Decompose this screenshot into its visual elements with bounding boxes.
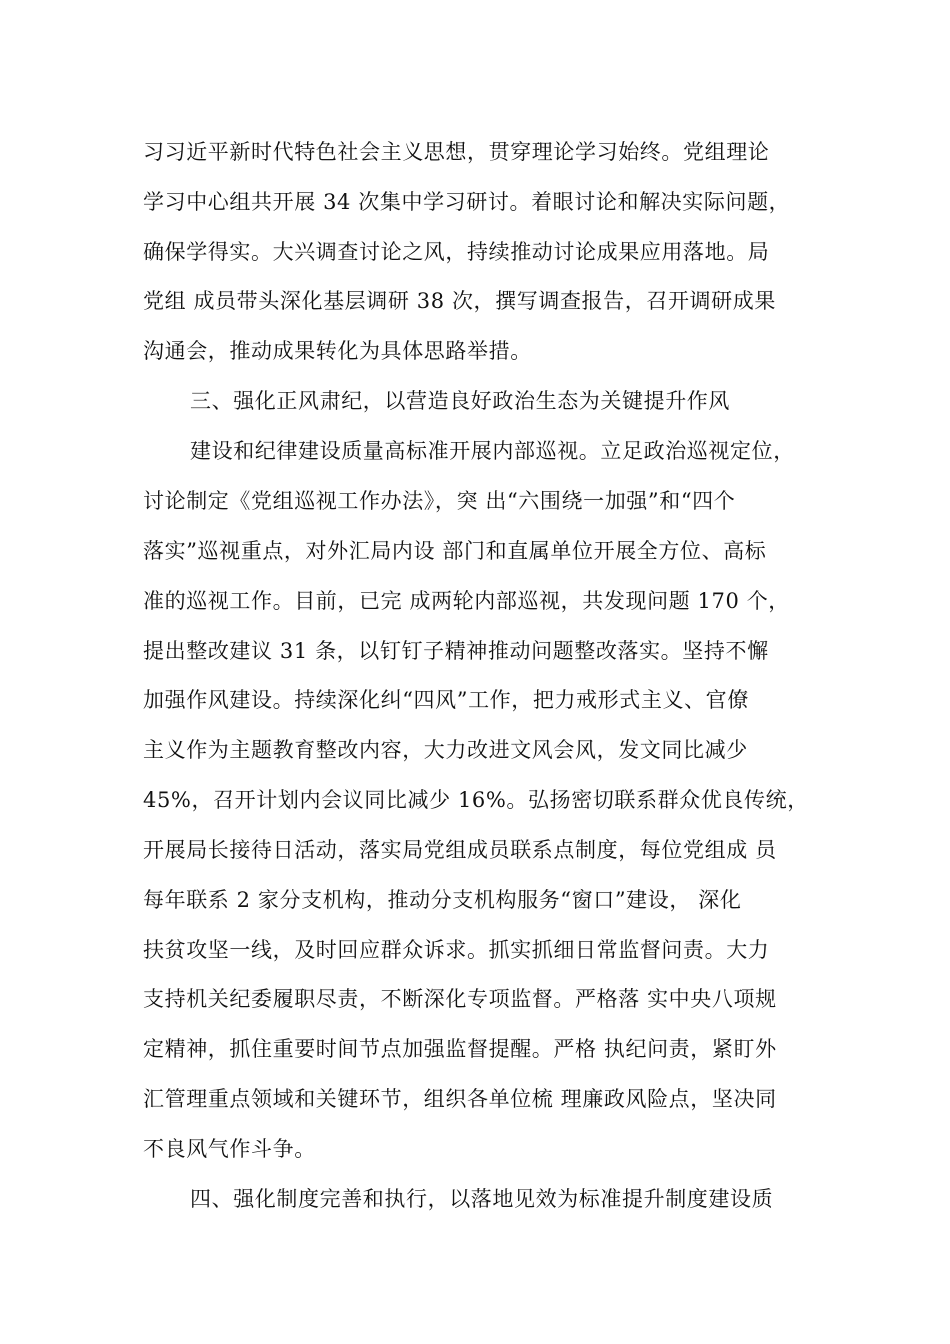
text-line-21: 不良风气作斗争。 (143, 1137, 316, 1161)
text-line-13: 主义作为主题教育整改内容，大力改进文风会风，发文同比减少 (143, 738, 748, 762)
text-line-9: 落实”巡视重点，对外汇局内设 部门和直属单位开展全方位、高标 (143, 539, 767, 563)
text-line-18: 支持机关纪委履职尽责，不断深化专项监督。严格落 实中央八项规 (143, 987, 777, 1011)
text-line-8: 讨论制定《党组巡视工作办法》，突 出“六围绕一加强”和“四个 (143, 489, 736, 513)
text-line-16: 每年联系 2 家分支机构，推动分支机构服务“窗口”建设， 深化 (143, 888, 742, 912)
text-line-20: 汇管理重点领域和关键环节，组织各单位梳 理廉政风险点，坚决同 (143, 1087, 777, 1111)
section-heading-3: 三、强化正风肃纪，以营造良好政治生态为关键提升作风 (190, 389, 730, 413)
text-line-10: 准的巡视工作。目前，已完 成两轮内部巡视，共发现问题 170 个， (143, 589, 790, 613)
text-line-7: 建设和纪律建设质量高标准开展内部巡视。立足政治巡视定位， (190, 439, 795, 463)
text-line-11: 提出整改建议 31 条，以钉钉子精神推动问题整改落实。坚持不懈 (143, 639, 769, 663)
text-line-5: 沟通会，推动成果转化为具体思路举措。 (143, 339, 532, 363)
text-line-3: 确保学得实。大兴调查讨论之风，持续推动讨论成果应用落地。局 (143, 240, 770, 264)
text-line-2: 学习中心组共开展 34 次集中学习研讨。着眼讨论和解决实际问题， (143, 190, 791, 214)
text-line-19: 定精神，抓住重要时间节点加强监督提醒。严格 执纪问责，紧盯外 (143, 1037, 777, 1061)
text-line-4: 党组 成员带头深化基层调研 38 次，撰写调查报告，召开调研成果 (143, 289, 776, 313)
text-line-14: 45%，召开计划内会议同比减少 16%。弘扬密切联系群众优良传统， (143, 788, 809, 812)
text-line-15: 开展局长接待日活动，落实局党组成员联系点制度，每位党组成 员 (143, 838, 777, 862)
text-line-17: 扶贫攻坚一线，及时回应群众诉求。抓实抓细日常监督问责。大力 (143, 938, 770, 962)
section-heading-4: 四、强化制度完善和执行，以落地见效为标准提升制度建设质 (190, 1187, 774, 1211)
text-line-1: 习习近平新时代特色社会主义思想，贯穿理论学习始终。党组理论 (143, 140, 770, 164)
text-line-12: 加强作风建设。持续深化纠“四风”工作，把力戒形式主义、官僚 (143, 688, 749, 712)
